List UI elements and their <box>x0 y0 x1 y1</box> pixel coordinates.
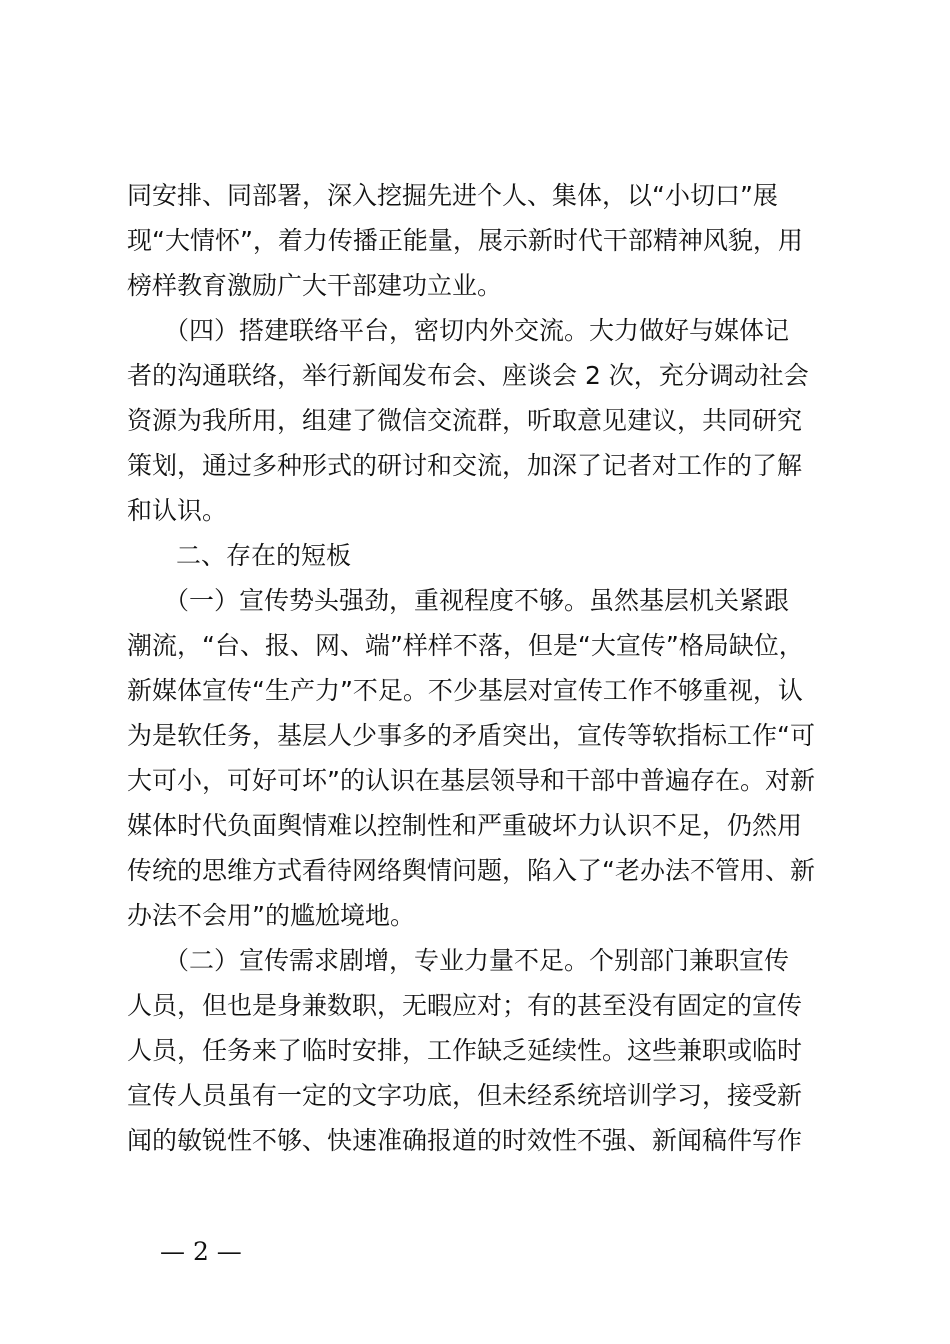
text-line-content: 人员，但也是身兼数职，无暇应对；有的甚至没有固定的宣传 <box>127 991 803 1020</box>
text-line-content: 人员，任务来了临时安排，工作缺乏延续性。这些兼职或临时 <box>127 1036 803 1065</box>
text-line <box>0 399 950 443</box>
text-line-content: 同安排、同部署，深入挖掘先进个人、集体，以“小切口”展 <box>127 181 778 210</box>
text-line <box>0 759 950 803</box>
text-line-content: 闻的敏锐性不够、快速准确报道的时效性不强、新闻稿件写作 <box>127 1126 803 1155</box>
text-line <box>0 669 950 713</box>
text-line-content: （四）搭建联络平台，密切内外交流。大力做好与媒体记 <box>164 316 790 345</box>
section-heading <box>0 534 950 578</box>
text-line <box>0 489 950 533</box>
text-line-content: 者的沟通联络，举行新闻发布会、座谈会 2 次，充分调动社会 <box>127 361 809 390</box>
text-line <box>0 624 950 668</box>
text-line <box>0 849 950 893</box>
text-line-content: 传统的思维方式看待网络舆情问题，陷入了“老办法不管用、新 <box>127 856 815 885</box>
text-line-content: 宣传人员虽有一定的文字功底，但未经系统培训学习，接受新 <box>127 1081 803 1110</box>
text-line <box>0 939 950 983</box>
text-line-content: 大可小，可好可坏”的认识在基层领导和干部中普遍存在。对新 <box>127 766 815 795</box>
text-line <box>0 174 950 218</box>
text-line <box>0 894 950 938</box>
text-line-content: 榜样教育激励广大干部建功立业。 <box>127 271 503 300</box>
text-line <box>0 444 950 488</box>
text-line <box>0 1029 950 1073</box>
text-line-content: 潮流，“台、报、网、端”样样不落，但是“大宣传”格局缺位， <box>127 631 804 660</box>
text-line <box>0 579 950 623</box>
text-line <box>0 354 950 398</box>
text-line <box>0 219 950 263</box>
text-line <box>0 714 950 758</box>
text-line-content: 为是软任务，基层人少事多的矛盾突出，宣传等软指标工作“可 <box>127 721 815 750</box>
text-line <box>0 1119 950 1163</box>
section-heading-text: 二、存在的短板 <box>176 541 352 570</box>
text-line <box>0 1074 950 1118</box>
text-line-content: 和认识。 <box>127 496 228 525</box>
text-line <box>0 984 950 1028</box>
text-line-content: 办法不会用”的尴尬境地。 <box>127 901 415 930</box>
text-line <box>0 309 950 353</box>
text-line-content: 资源为我所用，组建了微信交流群，听取意见建议，共同研究 <box>127 406 803 435</box>
text-line <box>0 804 950 848</box>
text-line-content: （一）宣传势头强劲，重视程度不够。虽然基层机关紧跟 <box>164 586 790 615</box>
text-line-content: 新媒体宣传“生产力”不足。不少基层对宣传工作不够重视，认 <box>127 676 803 705</box>
text-line-content: 媒体时代负面舆情难以控制性和严重破坏力认识不足，仍然用 <box>127 811 803 840</box>
text-line-content: （二）宣传需求剧增，专业力量不足。个别部门兼职宣传 <box>164 946 790 975</box>
text-line <box>0 264 950 308</box>
page-number: — 2 — <box>160 1237 242 1266</box>
text-line-content: 现“大情怀”，着力传播正能量，展示新时代干部精神风貌，用 <box>127 226 803 255</box>
text-line-content: 策划，通过多种形式的研讨和交流，加深了记者对工作的了解 <box>127 451 803 480</box>
